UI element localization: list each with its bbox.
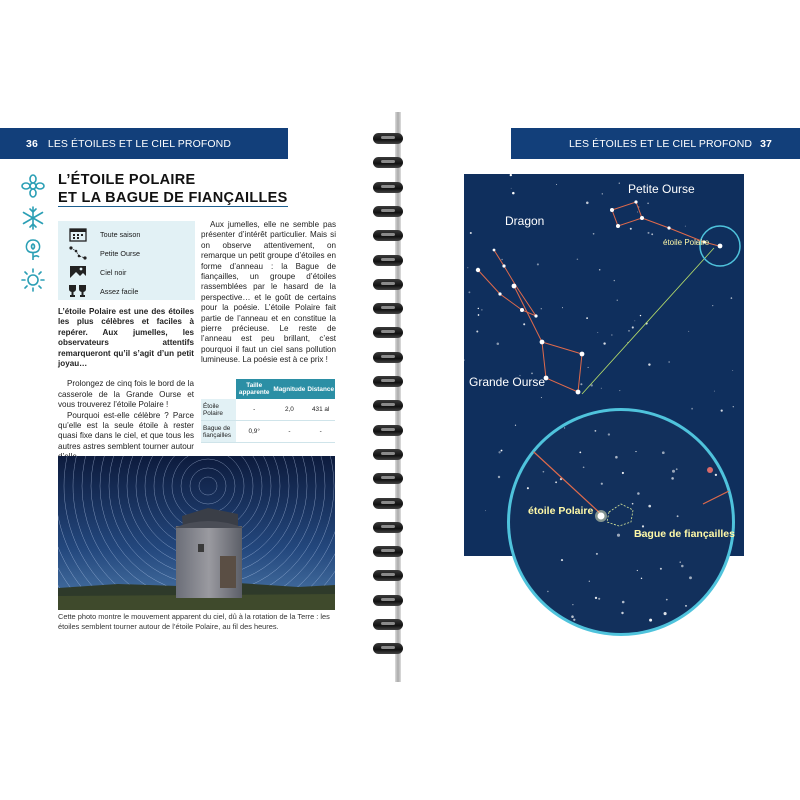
spiral-ring xyxy=(373,425,403,436)
table-row xyxy=(201,421,335,443)
info-sky xyxy=(68,263,126,281)
info-constellation xyxy=(68,244,140,262)
info-difficulty-text: Assez facile xyxy=(100,286,139,296)
cell-size: - xyxy=(236,399,272,421)
info-box xyxy=(58,221,195,300)
right-text-column xyxy=(201,220,336,366)
photo-caption: Cette photo montre le mouvement apparent du ciel, dû à la rotation de la Terre : les étoiles semblent tourner autour de l’étoile Polaire, au fil des heures. xyxy=(58,612,330,631)
spiral-ring xyxy=(373,643,403,654)
info-difficulty xyxy=(68,282,138,300)
dark-sky-icon xyxy=(68,264,88,280)
lead-paragraph: L’étoile Polaire est une des étoiles les plus célèbres et faciles à repérer. Aux jumelles, les observateurs attentifs remarqueront qu’il s’agit d’un petit joyau… xyxy=(58,307,194,369)
constellation-icon xyxy=(68,245,88,261)
spiral-ring xyxy=(373,376,403,387)
table-row xyxy=(201,399,335,421)
spiral-ring xyxy=(373,206,403,217)
spiral-ring xyxy=(373,595,403,606)
spiral-ring xyxy=(373,182,403,193)
label-petite-ourse: Petite Ourse xyxy=(628,182,695,196)
right-page-number: 37 xyxy=(760,137,772,150)
snowflake-icon xyxy=(20,205,46,231)
right-page-header xyxy=(511,128,800,159)
paragraph-jumelles: Aux jumelles, elle ne semble pas présenter d’intérêt particulier. Mais si on observe attentivement, on remarque un petit groupe d’étoiles en forme d’anneau : la Bague de fiançailles, un groupe d’étoiles rassemblées par le hasard de la perspective… et le goût de certains pour la poésie. L’étoile Polaire fait partie de l’anneau et en constitue la pierre précieuse. Le reste de l’anneau est peu brillant, c’est pourquoi il faut un ciel sans pollution lumineuse. La poésie est à ce prix ! xyxy=(201,220,336,365)
spiral-ring xyxy=(373,449,403,460)
left-header-title: LES ÉTOILES ET LE CIEL PROFOND xyxy=(47,137,232,150)
paragraph-celebre: Pourquoi est-elle célèbre ? Parce qu’elle est la seule étoile à rester quasi fixe dans le ciel, et que tous les autres astres semblent tourner autour xyxy=(58,410,194,451)
petite-ourse-line xyxy=(612,202,642,226)
spiral-ring xyxy=(373,327,403,338)
star-trail-photo xyxy=(58,456,335,610)
flower-icon xyxy=(20,173,46,199)
row-label: Bague de fiançailles xyxy=(201,421,236,443)
cell-distance: - xyxy=(306,421,335,443)
left-page-number: 36 xyxy=(26,137,38,150)
table-header-row xyxy=(201,379,335,399)
spiral-ring xyxy=(373,522,403,533)
article-title-line2: ET LA BAGUE DE FIANÇAILLES xyxy=(58,190,288,206)
paragraph-casserole: Prolongez de cinq fois le bord de la casserole de la Grande Ourse et vous trouverez l’étoile Polaire ! xyxy=(58,379,194,410)
article-title-line1: L’ÉTOILE POLAIRE xyxy=(58,172,196,188)
data-table xyxy=(201,379,335,443)
article-title xyxy=(58,171,288,207)
cell-size: 0,9° xyxy=(236,421,272,443)
spiral-ring xyxy=(373,255,403,266)
label-dragon: Dragon xyxy=(505,214,545,228)
dragon-line xyxy=(478,250,536,316)
spiral-ring xyxy=(373,498,403,509)
table-corner xyxy=(201,379,236,399)
label-etoile-polaire-small: étoile Polaire xyxy=(663,238,710,247)
info-season xyxy=(68,225,140,243)
col-header-distance: Distance xyxy=(306,379,335,399)
left-text-column xyxy=(58,307,194,463)
title-divider xyxy=(58,206,288,207)
right-header-title: LES ÉTOILES ET LE CIEL PROFOND xyxy=(568,137,753,150)
spiral-ring xyxy=(373,619,403,630)
cell-magnitude: - xyxy=(272,421,306,443)
spiral-ring xyxy=(373,570,403,581)
pointer-line xyxy=(582,248,714,394)
label-bague: Bague de fiançailles xyxy=(634,528,735,540)
trophy-icon xyxy=(68,283,88,299)
spiral-ring xyxy=(373,546,403,557)
cell-magnitude: 2,0 xyxy=(272,399,306,421)
row-label: Étoile Polaire xyxy=(201,399,236,421)
spiral-ring xyxy=(373,157,403,168)
sun-icon xyxy=(20,267,46,293)
label-grande-ourse: Grande Ourse xyxy=(469,375,546,389)
col-header-magnitude: Magnitude xyxy=(272,379,306,399)
info-constellation-text: Petite Ourse xyxy=(100,248,140,258)
label-etoile-polaire-zoom: étoile Polaire xyxy=(528,505,594,517)
spiral-ring xyxy=(373,473,403,484)
info-season-text: Toute saison xyxy=(100,229,141,239)
cell-distance: 431 al xyxy=(306,399,335,421)
info-sky-text: Ciel noir xyxy=(100,267,127,277)
rose-icon xyxy=(20,236,46,262)
left-page-header xyxy=(0,128,288,159)
zoom-inset xyxy=(503,406,743,638)
calendar-icon xyxy=(68,226,88,242)
spiral-ring xyxy=(373,279,403,290)
spiral-ring xyxy=(373,303,403,314)
spiral-ring xyxy=(373,352,403,363)
spiral-ring xyxy=(373,230,403,241)
spiral-ring xyxy=(373,133,403,144)
col-header-size: Taille apparente xyxy=(236,379,272,399)
spiral-ring xyxy=(373,400,403,411)
